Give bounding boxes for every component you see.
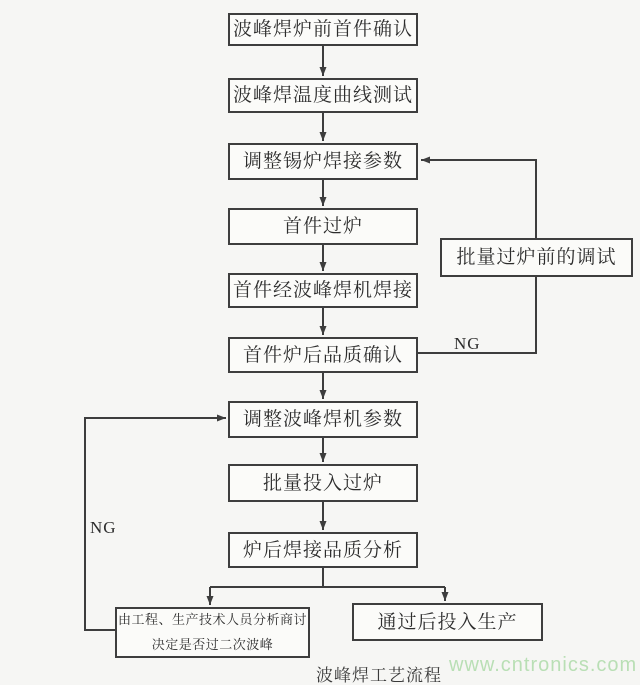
decision-box-line1: 由工程、生产技术人员分析商讨 [117,612,307,628]
step-post-furnace-quality-analysis: 炉后焊接品质分析 [228,532,418,568]
watermark-text: www.cntronics.com [449,654,638,676]
step-batch-through-furnace: 批量投入过炉 [228,464,418,502]
step-adjust-tin-furnace-params: 调整锡炉焊接参数 [228,143,418,180]
diagram-caption: 波峰焊工艺流程 [316,666,442,685]
step-first-piece-confirm: 波峰焊炉前首件确认 [228,13,418,46]
step-first-piece-wave-soldered: 首件经波峰焊机焊接 [228,273,418,308]
ng-label-left: NG [90,518,117,537]
decision-box-line2: 决定是否过二次波峰 [151,636,274,652]
ng-label-right: NG [454,334,481,353]
step-adjust-wave-machine-params: 调整波峰焊机参数 [228,401,418,438]
production-box: 通过后投入生产 [352,603,543,641]
decision-box-second-wave [115,607,310,658]
side-box-batch-pre-furnace-debug: 批量过炉前的调试 [440,238,633,277]
step-first-piece-through-furnace: 首件过炉 [228,208,418,245]
step-post-furnace-quality-confirm: 首件炉后品质确认 [228,337,418,373]
step-temp-curve-test: 波峰焊温度曲线测试 [228,78,418,113]
